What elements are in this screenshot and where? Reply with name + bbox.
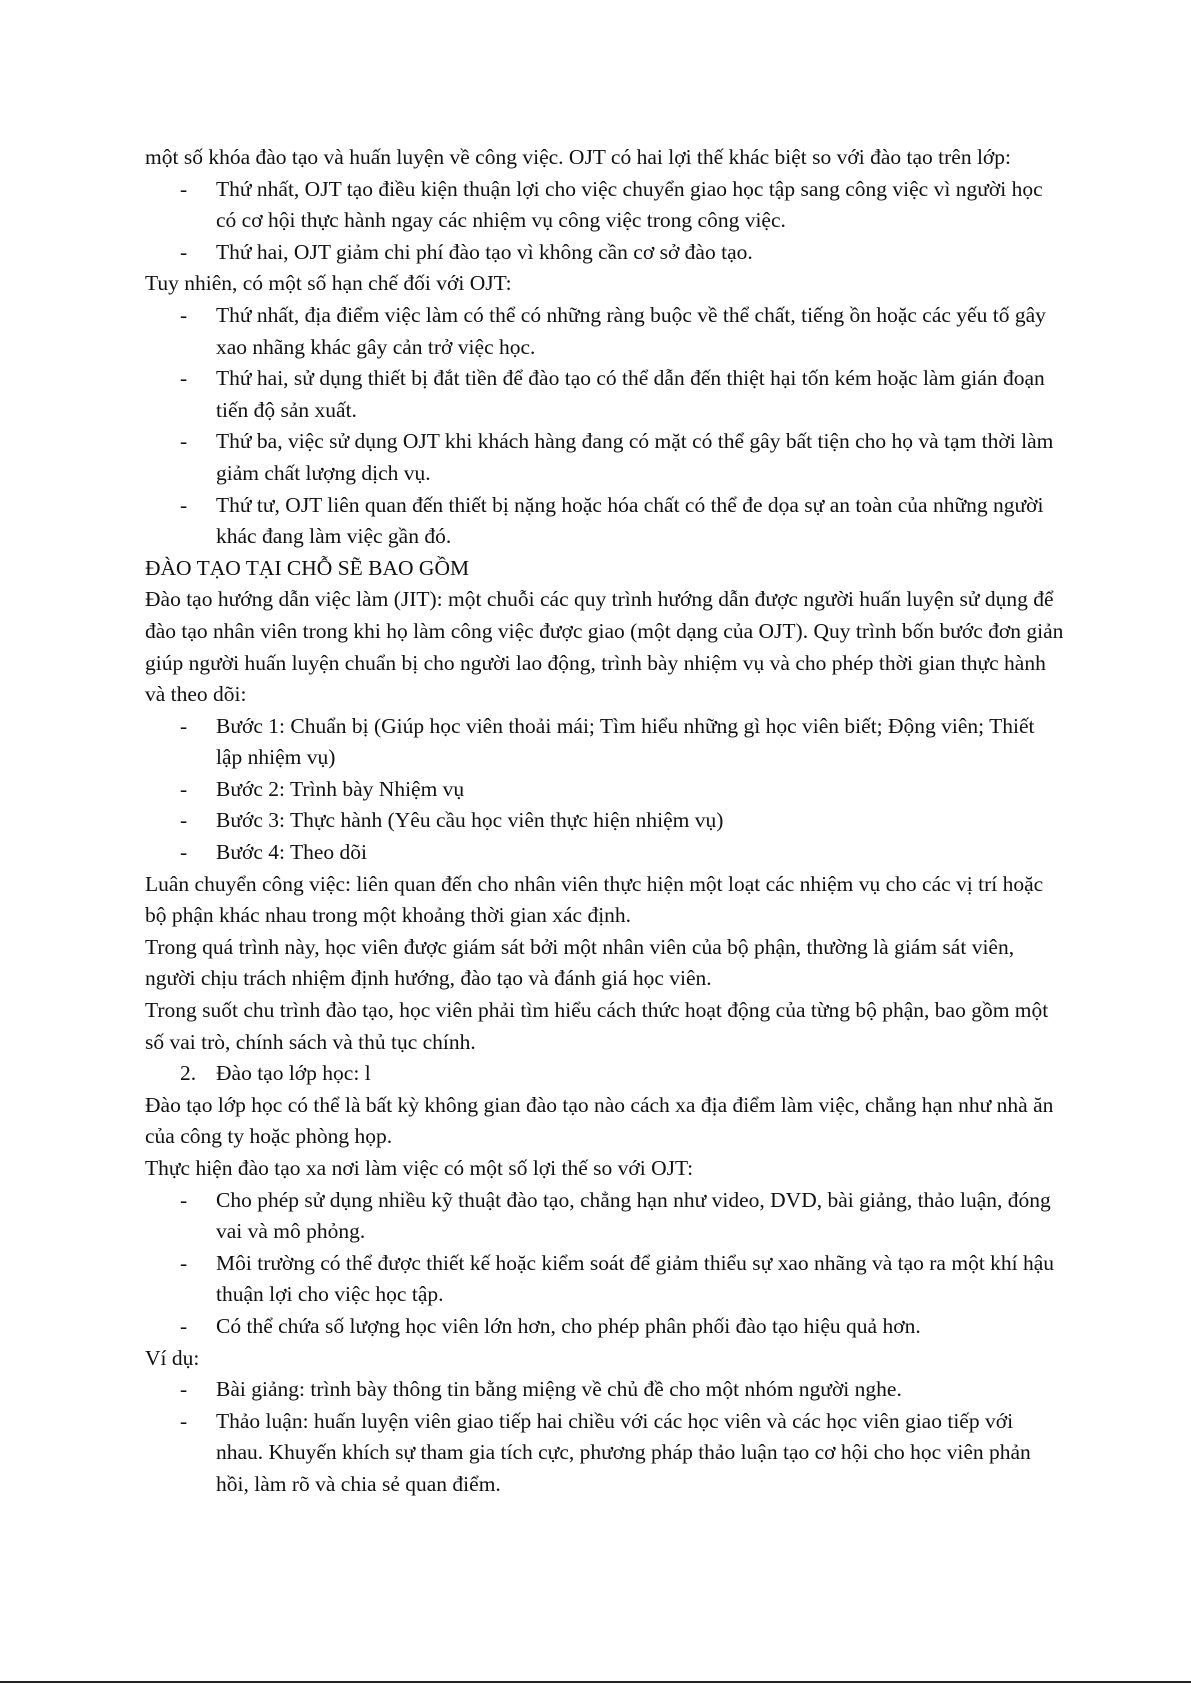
bullet-dash: - — [180, 1250, 188, 1275]
list-item — [145, 774, 1065, 806]
job-rotation-paragraph: Luân chuyển công việc: liên quan đến cho nhân viên thực hiện một loạt các nhiệm vụ cho các vị trí hoặc bộ phận khác nhau trong một khoảng thời gian xác định. — [145, 871, 1044, 928]
numbered-item — [145, 1058, 1065, 1090]
training-cycle-paragraph: Trong suốt chu trình đào tạo, học viên phải tìm hiểu cách thức hoạt động của từng bộ phận, bao gồm một số vai trò, chính sách và thủ tục chính. — [145, 998, 1049, 1054]
list-item — [145, 1374, 1065, 1406]
bullet-dash: - — [180, 366, 188, 391]
classroom-paragraph: Đào tạo lớp học có thể là bất kỳ không gian đào tạo nào cách xa địa điểm làm việc, chẳng hạn như nhà ăn của công ty hoặc phòng họp. — [145, 1092, 1054, 1149]
bullet-dash: - — [180, 176, 188, 201]
bullet-dash: - — [180, 1313, 188, 1338]
list-item — [145, 237, 1065, 269]
list-item — [145, 300, 1065, 363]
list-item-text: Bước 4: Theo dõi — [216, 840, 368, 865]
intro-paragraph: một số khóa đào tạo và huấn luyện về công việc. OJT có hai lợi thế khác biệt so với đào tạo trên lớp: — [145, 145, 1012, 169]
document-page — [145, 142, 1065, 1501]
numbered-item-text: Đào tạo lớp học: l — [216, 1061, 371, 1086]
bullet-dash: - — [180, 239, 188, 264]
list-item — [145, 174, 1065, 237]
section-heading: ĐÀO TẠO TẠI CHỖ SẼ BAO GỒM — [145, 555, 470, 580]
list-item — [145, 1406, 1065, 1501]
limitations-paragraph: Tuy nhiên, có một số hạn chế đối với OJT: — [145, 271, 512, 296]
list-item — [145, 805, 1065, 837]
list-item-text: Thứ tư, OJT liên quan đến thiết bị nặng hoặc hóa chất có thể đe dọa sự an toàn của những người khác đang làm việc gần đó. — [216, 492, 1044, 549]
bullet-dash: - — [180, 1377, 188, 1402]
bullet-dash: - — [180, 302, 188, 327]
list-item-text: Cho phép sử dụng nhiều kỹ thuật đào tạo, chẳng hạn như video, DVD, bài giảng, thảo luận, đóng vai và mô phỏng. — [216, 1187, 1051, 1244]
list-item-text: Thứ hai, sử dụng thiết bị đắt tiền để đào tạo có thể dẫn đến thiệt hại tốn kém hoặc làm gián đoạn tiến độ sản xuất. — [216, 366, 1045, 422]
numbered-marker: 2. — [180, 1061, 197, 1086]
list-item-text: Thứ hai, OJT giảm chi phí đào tạo vì không cần cơ sở đào tạo. — [216, 239, 753, 264]
bullet-dash: - — [180, 1408, 188, 1433]
list-item-text: Bước 1: Chuẩn bị (Giúp học viên thoải mái; Tìm hiểu những gì học viên biết; Động viên; Thiết lập nhiệm vụ) — [216, 713, 1035, 770]
jit-paragraph: Đào tạo hướng dẫn việc làm (JIT): một chuỗi các quy trình hướng dẫn được người huấn luyện sử dụng để đào tạo nhân viên trong khi họ làm công việc được giao (một dạng của OJT). Quy trình bốn bước đơn giản giúp người huấn luyện chuẩn bị cho người lao động, trình bày nhiệm vụ và cho phép thời gian thực hành và theo dõi: — [145, 587, 1064, 707]
list-item — [145, 837, 1065, 869]
bullet-dash: - — [180, 492, 188, 517]
list-item-text: Môi trường có thể được thiết kế hoặc kiểm soát để giảm thiểu sự xao nhãng và tạo ra một khí hậu thuận lợi cho việc học tập. — [216, 1250, 1055, 1307]
bullet-dash: - — [180, 429, 188, 454]
page-bottom-rule — [0, 1681, 1191, 1683]
bullet-dash: - — [180, 1187, 188, 1212]
list-item-text: Bước 3: Thực hành (Yêu cầu học viên thực hiện nhiệm vụ) — [216, 808, 724, 833]
list-item — [145, 1248, 1065, 1311]
list-item — [145, 1185, 1065, 1248]
list-item — [145, 426, 1065, 489]
supervision-paragraph: Trong quá trình này, học viên được giám sát bởi một nhân viên của bộ phận, thường là giám sát viên, người chịu trách nhiệm định hướng, đào tạo và đánh giá học viên. — [145, 934, 1015, 991]
list-item — [145, 711, 1065, 774]
bullet-dash: - — [180, 808, 188, 833]
list-item — [145, 363, 1065, 426]
list-item-text: Bước 2: Trình bày Nhiệm vụ — [216, 776, 465, 801]
list-item-text: Thảo luận: huấn luyện viên giao tiếp hai chiều với các học viên và các học viên giao tiếp với nhau. Khuyến khích sự tham gia tích cực, phương pháp thảo luận tạo cơ hội cho học viên phản hồi, làm rõ và chia sẻ quan điểm. — [216, 1408, 1031, 1496]
bullet-dash: - — [180, 776, 188, 801]
list-item-text: Bài giảng: trình bày thông tin bằng miệng về chủ đề cho một nhóm người nghe. — [216, 1377, 902, 1402]
list-item — [145, 1311, 1065, 1343]
examples-label: Ví dụ: — [145, 1345, 200, 1370]
list-item-text: Thứ nhất, OJT tạo điều kiện thuận lợi cho việc chuyển giao học tập sang công việc vì người học có cơ hội thực hành ngay các nhiệm vụ công việc trong công việc. — [216, 176, 1043, 233]
list-item — [145, 490, 1065, 553]
list-item-text: Thứ nhất, địa điểm việc làm có thể có những ràng buộc về thể chất, tiếng ồn hoặc các yếu tố gây xao nhãng khác gây cản trở việc học. — [216, 302, 1046, 359]
list-item-text: Có thể chứa số lượng học viên lớn hơn, cho phép phân phối đào tạo hiệu quả hơn. — [216, 1313, 921, 1338]
list-item-text: Thứ ba, việc sử dụng OJT khi khách hàng đang có mặt có thể gây bất tiện cho họ và tạm thời làm giảm chất lượng dịch vụ. — [216, 429, 1054, 485]
bullet-dash: - — [180, 840, 188, 865]
bullet-dash: - — [180, 713, 188, 738]
advantages-paragraph: Thực hiện đào tạo xa nơi làm việc có một số lợi thế so với OJT: — [145, 1156, 694, 1180]
